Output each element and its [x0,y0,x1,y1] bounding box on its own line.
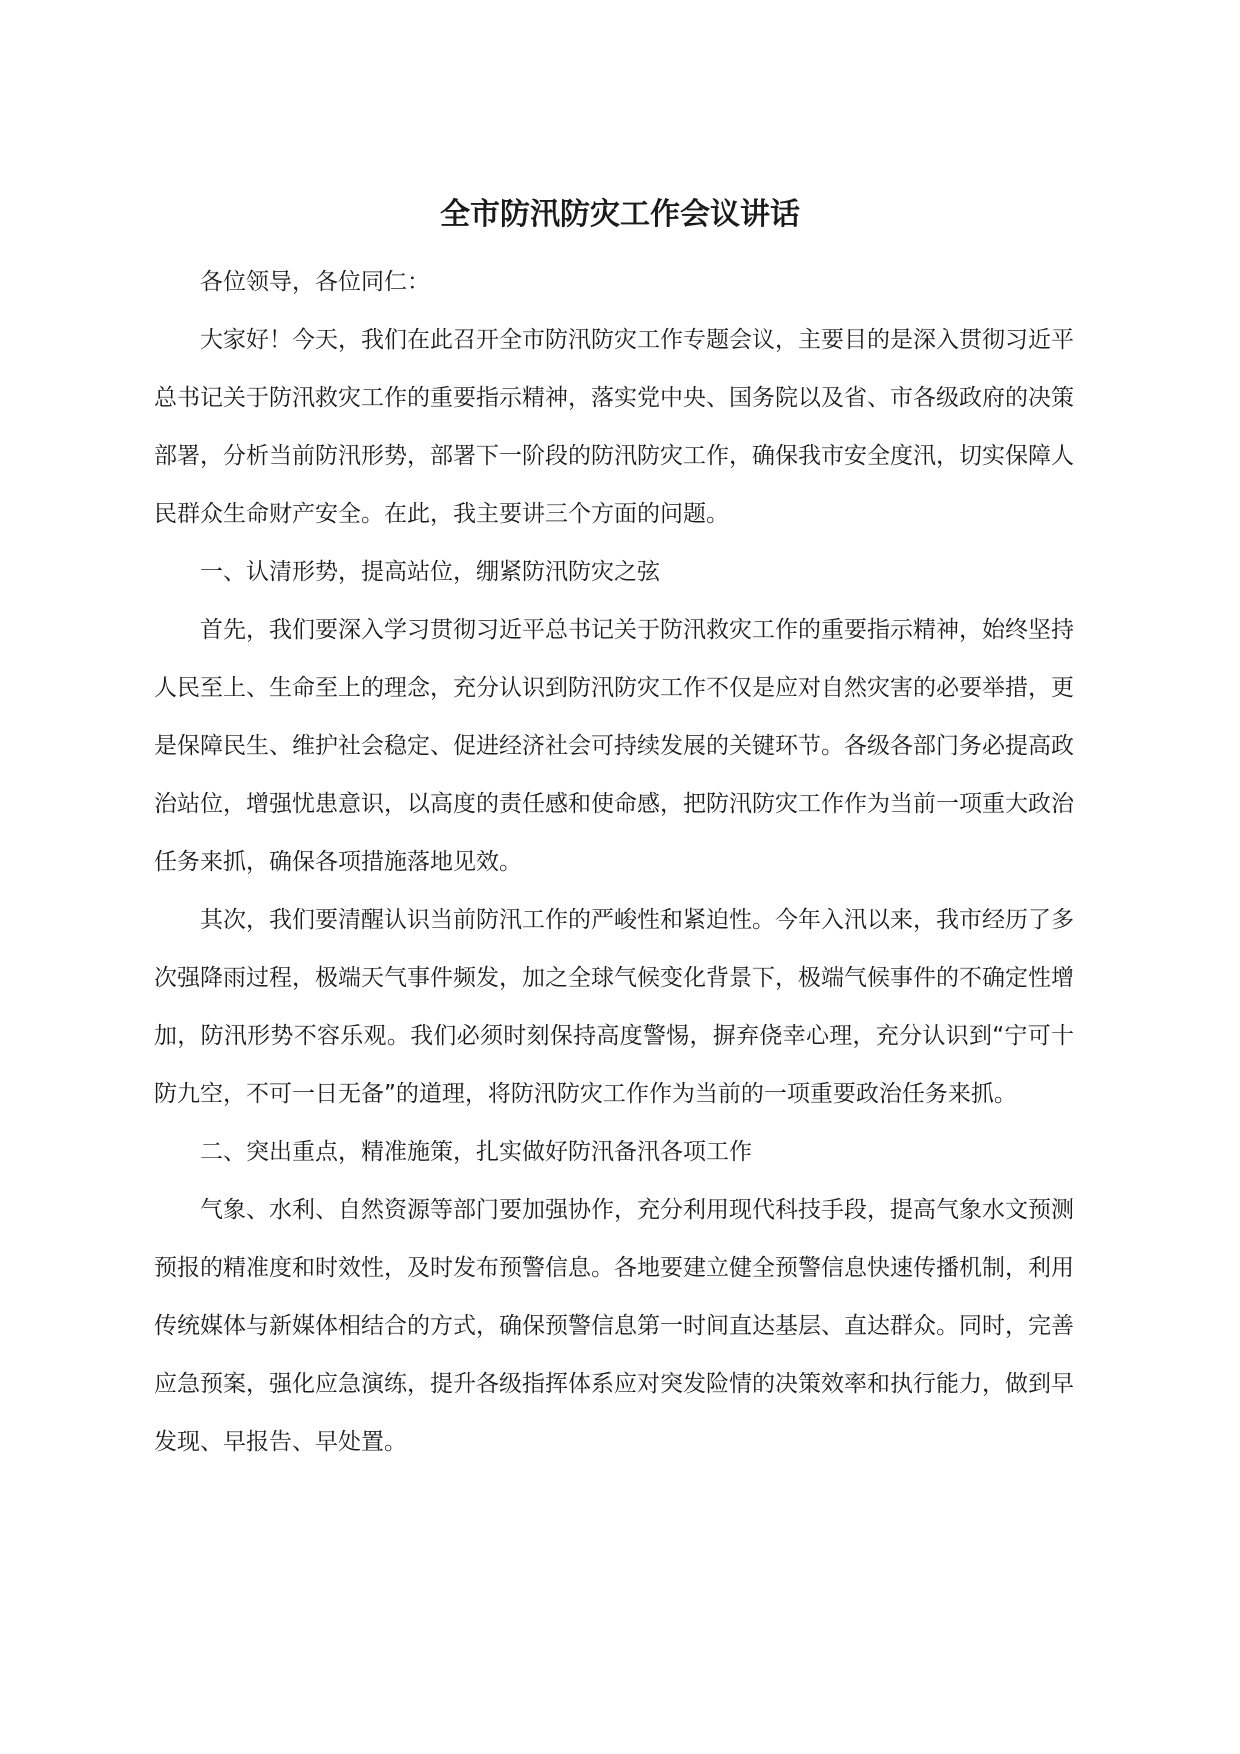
body-paragraph: 其次，我们要清醒认识当前防汛工作的严峻性和紧迫性。今年入汛以来，我市经历了多次强降雨过程，极端天气事件频发，加之全球气候变化背景下，极端气候事件的不确定性增加，防汛形势不容乐观。我们必须时刻保持高度警惕，摒弃侥幸心理，充分认识到“宁可十防九空，不可一日无备”的道理，将防汛防灾工作作为当前的一项重要政治任务来抓。 [154,907,1074,1107]
salutation-paragraph: 各位领导，各位同仁： [200,269,430,295]
document-body [154,253,1074,1471]
document-title: 全市防汛防灾工作会议讲话 [440,197,800,232]
body-paragraph: 气象、水利、自然资源等部门要加强协作，充分利用现代科技手段，提高气象水文预测预报的精准度和时效性，及时发布预警信息。各地要建立健全预警信息快速传播机制，利用传统媒体与新媒体相结合的方式，确保预警信息第一时间直达基层、直达群众。同时，完善应急预案，强化应急演练，提升各级指挥体系应对突发险情的决策效率和执行能力，做到早发现、早报告、早处置。 [154,1197,1074,1455]
opening-paragraph: 大家好！今天，我们在此召开全市防汛防灾工作专题会议，主要目的是深入贯彻习近平总书记关于防汛救灾工作的重要指示精神，落实党中央、国务院以及省、市各级政府的决策部署，分析当前防汛形势，部署下一阶段的防汛防灾工作，确保我市安全度汛，切实保障人民群众生命财产安全。在此，我主要讲三个方面的问题。 [154,327,1074,527]
section-heading-2: 二、突出重点，精准施策，扎实做好防汛备汛各项工作 [200,1139,752,1165]
section-heading-1: 一、认清形势，提高站位，绷紧防汛防灾之弦 [200,559,660,585]
body-paragraph: 首先，我们要深入学习贯彻习近平总书记关于防汛救灾工作的重要指示精神，始终坚持人民至上、生命至上的理念，充分认识到防汛防灾工作不仅是应对自然灾害的必要举措，更是保障民生、维护社会稳定、促进经济社会可持续发展的关键环节。各级各部门务必提高政治站位，增强忧患意识，以高度的责任感和使命感，把防汛防灾工作作为当前一项重大政治任务来抓，确保各项措施落地见效。 [154,617,1074,875]
